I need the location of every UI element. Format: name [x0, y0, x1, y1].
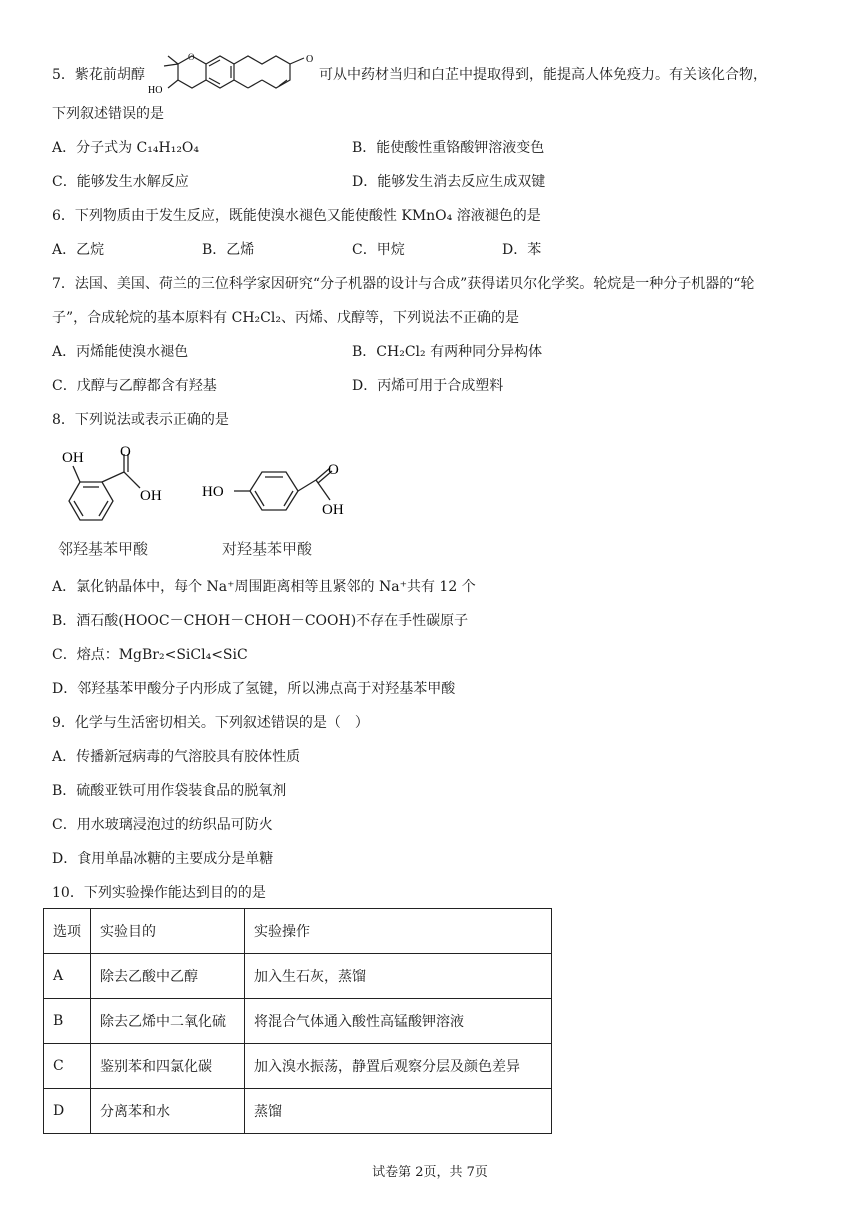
ortho-caption: 邻羟基苯甲酸	[58, 540, 149, 558]
q9-stem: 9．化学与生活密切相关。下列叙述错误的是（ ）	[52, 715, 369, 731]
table-header-row	[44, 909, 552, 954]
q6-stem: 6．下列物质由于发生反应，既能使溴水褪色又能使酸性 KMnO₄ 溶液褪色的是	[52, 208, 541, 224]
table-row	[44, 954, 552, 999]
q5-ring-o-label: O	[188, 52, 195, 62]
para-caption: 对羟基苯甲酸	[222, 540, 313, 558]
q7-option-b: B．CH₂Cl₂ 有两种同分异构体	[352, 344, 543, 360]
q5-stem-c: 下列叙述错误的是	[52, 106, 164, 122]
q5-carbonyl-o-label: O	[306, 54, 314, 65]
para-oh-label: OH	[322, 502, 344, 518]
q5-option-b: B．能使酸性重铬酸钾溶液变色	[352, 140, 545, 156]
q6-option-a: A．乙烷	[52, 242, 105, 258]
ortho-hydroxybenzoic-acid-structure	[40, 444, 180, 534]
q5-stem-a: 5．紫花前胡醇	[52, 67, 145, 83]
q7-stem-a: 7．法国、美国、荷兰的三位科学家因研究“分子机器的设计与合成”获得诺贝尔化学奖。轮烷是一种分子机器的“轮	[52, 276, 755, 292]
q5-option-c: C．能够发生水解反应	[52, 174, 189, 190]
row-b-option: B	[44, 999, 91, 1044]
q8-option-d: D．邻羟基苯甲酸分子内形成了氢键，所以沸点高于对羟基苯甲酸	[52, 681, 456, 697]
q5-stem-b: 可从中药材当归和白芷中提取得到，能提高人体免疫力。有关该化合物，	[319, 67, 767, 83]
q10-stem: 10．下列实验操作能达到目的的是	[52, 885, 266, 901]
table-row	[44, 1044, 552, 1089]
row-d-option: D	[44, 1089, 91, 1134]
q7-stem-b: 子”，合成轮烷的基本原料有 CH₂Cl₂、丙烯、戊醇等，下列说法不正确的是	[52, 310, 519, 326]
experiment-table	[43, 908, 552, 1134]
q6-option-c: C．甲烷	[352, 242, 405, 258]
q8-option-a: A．氯化钠晶体中，每个 Na⁺周围距离相等且紧邻的 Na⁺共有 12 个	[52, 579, 476, 595]
q9-option-b: B．硫酸亚铁可用作袋装食品的脱氧剂	[52, 783, 287, 799]
q7-option-a: A．丙烯能使溴水褪色	[52, 344, 189, 360]
q5-ho-label: HO	[148, 85, 163, 96]
q5-option-a: A．分子式为 C₁₄H₁₂O₄	[52, 140, 200, 156]
para-hydroxybenzoic-acid-structure	[200, 458, 360, 528]
q9-option-c: C．用水玻璃浸泡过的纺织品可防火	[52, 817, 273, 833]
row-d-operation: 蒸馏	[245, 1089, 552, 1134]
q5-option-d: D．能够发生消去反应生成双键	[352, 174, 546, 190]
q8-option-c: C．熔点：MgBr₂<SiCl₄<SiC	[52, 647, 248, 663]
q9-option-a: A．传播新冠病毒的气溶胶具有胶体性质	[52, 749, 301, 765]
row-a-purpose: 除去乙酸中乙醇	[91, 954, 245, 999]
q6-option-d: D．苯	[502, 242, 542, 258]
ortho-o-label: O	[120, 444, 131, 460]
q5-structure-image	[148, 50, 318, 98]
table-row	[44, 999, 552, 1044]
header-option: 选项	[44, 909, 91, 954]
row-c-operation: 加入溴水振荡，静置后观察分层及颜色差异	[245, 1044, 552, 1089]
q7-option-d: D．丙烯可用于合成塑料	[352, 378, 504, 394]
header-operation: 实验操作	[245, 909, 552, 954]
row-a-option: A	[44, 954, 91, 999]
q9-option-d: D．食用单晶冰糖的主要成分是单糖	[52, 851, 274, 867]
row-a-operation: 加入生石灰，蒸馏	[245, 954, 552, 999]
q8-stem: 8．下列说法或表示正确的是	[52, 412, 229, 428]
row-d-purpose: 分离苯和水	[91, 1089, 245, 1134]
q6-option-b: B．乙烯	[202, 242, 255, 258]
ortho-cooh-oh-label: OH	[140, 488, 162, 504]
table-row	[44, 1089, 552, 1134]
row-b-operation: 将混合气体通入酸性高锰酸钾溶液	[245, 999, 552, 1044]
row-c-purpose: 鉴别苯和四氯化碳	[91, 1044, 245, 1089]
page-footer: 试卷第 2页，共 7页	[372, 1165, 488, 1180]
header-purpose: 实验目的	[91, 909, 245, 954]
para-ho-label: HO	[202, 484, 224, 500]
q8-option-b: B．酒石酸(HOOC－CHOH－CHOH－COOH)不存在手性碳原子	[52, 613, 469, 629]
para-o-label: O	[328, 462, 339, 478]
ortho-oh-label: OH	[62, 450, 84, 466]
row-b-purpose: 除去乙烯中二氧化硫	[91, 999, 245, 1044]
q7-option-c: C．戊醇与乙醇都含有羟基	[52, 378, 217, 394]
row-c-option: C	[44, 1044, 91, 1089]
